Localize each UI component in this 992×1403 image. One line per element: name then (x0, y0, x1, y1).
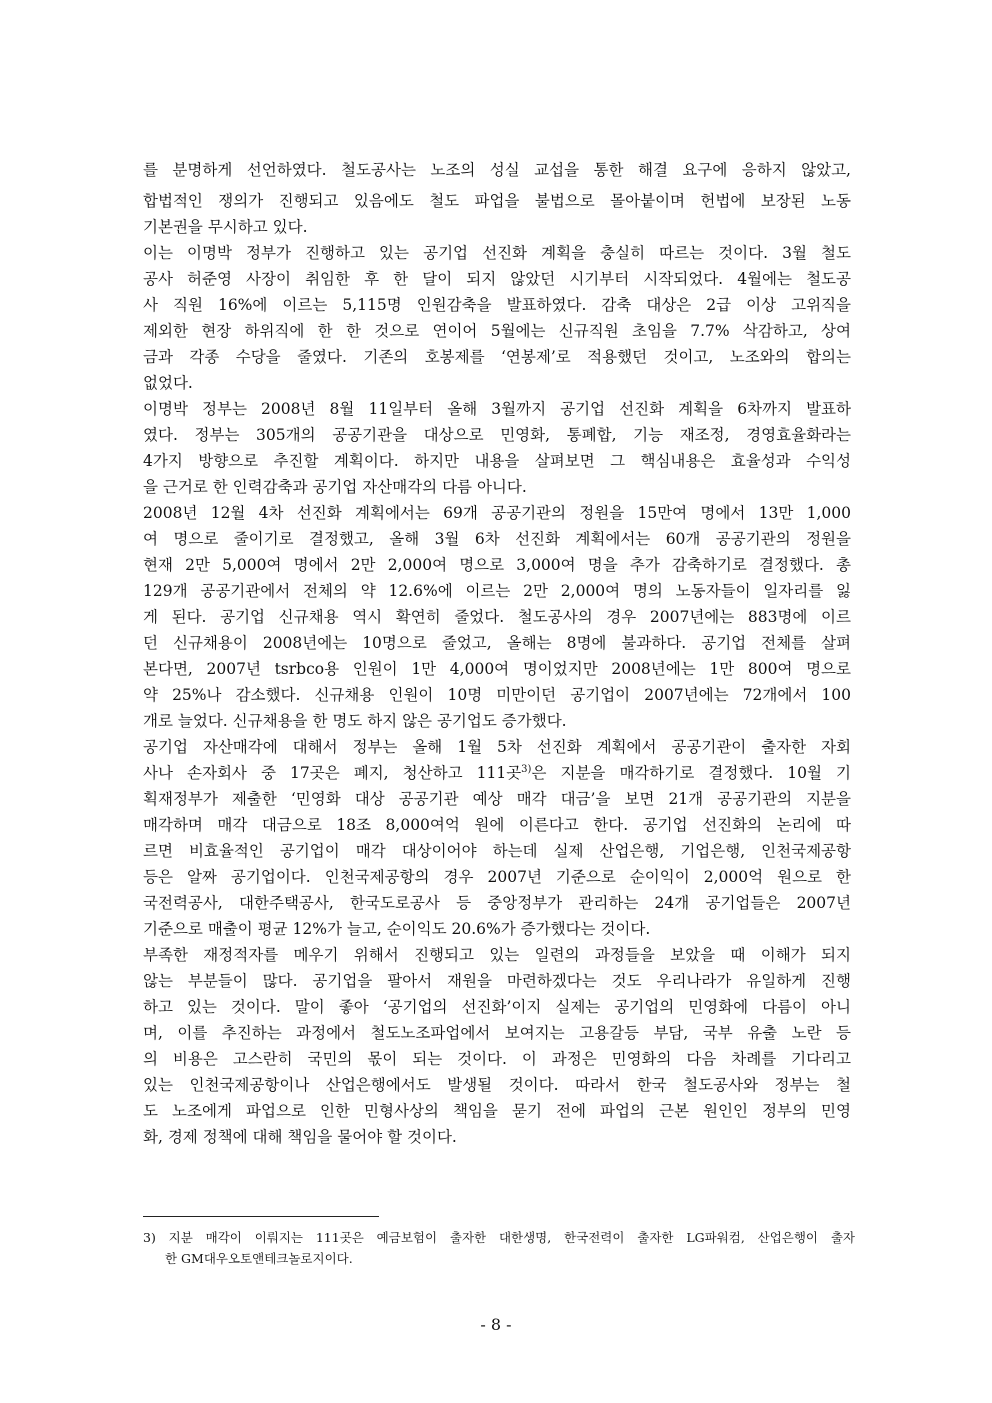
body-line: 국전력공사, 대한주택공사, 한국도로공사 등 중앙정부가 관리하는 24개 공기업들은 2007년 (143, 894, 851, 912)
body-line: 공사 허준영 사장이 취임한 후 한 달이 되지 않았던 시기부터 시작되었다. 4월에는 철도공 (143, 270, 851, 288)
body-line: 하고 있는 것이다. 말이 좋아 ‘공기업의 선진화’이지 실제는 공기업의 민영화에 다름이 아니 (143, 998, 851, 1016)
body-line: 르면 비효율적인 공기업이 매각 대상이어야 하는데 실제 산업은행, 기업은행, 인천국제공항 (143, 842, 851, 860)
body-line: 여 명으로 줄이기로 결정했고, 올해 3월 6차 선진화 계획에서는 60개 공공기관의 정원을 (143, 530, 851, 548)
body-line: 본다면, 2007년 tsrbco용 인원이 1만 4,000여 명이었지만 2008년에는 1만 800여 명으로 (143, 660, 851, 678)
body-line: 공기업 자산매각에 대해서 정부는 올해 1월 5차 선진화 계획에서 공공기관이 출자한 자회 (143, 738, 851, 756)
body-line: 도 노조에게 파업으로 인한 민형사상의 책임을 묻기 전에 파업의 근본 원인인 정부의 민영 (143, 1102, 851, 1120)
body-line: 기본권을 무시하고 있다. (143, 218, 308, 236)
body-line: 을 근거로 한 인력감축과 공기업 자산매각의 다름 아니다. (143, 478, 527, 496)
footnote-separator (143, 1216, 379, 1217)
body-line: 이명박 정부는 2008년 8월 11일부터 올해 3월까지 공기업 선진화 계획을 6차까지 발표하 (143, 400, 851, 418)
body-line: 이는 이명박 정부가 진행하고 있는 공기업 선진화 계획을 충실히 따르는 것이다. 3월 철도 (143, 244, 851, 262)
body-line: 129개 공공기관에서 전체의 약 12.6%에 이르는 2만 2,000여 명의 노동자들이 일자리를 잃 (143, 582, 851, 600)
body-line: 게 된다. 공기업 신규채용 역시 확연히 줄었다. 철도공사의 경우 2007년에는 883명에 이르 (143, 608, 851, 626)
body-line: 화, 경제 정책에 대해 책임을 물어야 할 것이다. (143, 1128, 457, 1146)
body-line: 던 신규채용이 2008년에는 10명으로 줄었고, 올해는 8명에 불과하다. 공기업 전체를 살펴 (143, 634, 851, 652)
body-line: 2008년 12월 4차 선진화 계획에서는 69개 공공기관의 정원을 15만여 명에서 13만 1,000 (143, 504, 851, 522)
body-line: 였다. 정부는 305개의 공공기관을 대상으로 민영화, 통폐합, 기능 재조정, 경영효율화라는 (143, 426, 851, 444)
body-line-with-footnote-ref (143, 760, 851, 786)
footnote-reference[interactable]: 3) (521, 763, 532, 775)
body-line: 있는 인천국제공항이나 산업은행에서도 발생될 것이다. 따라서 한국 철도공사와 정부는 철 (143, 1076, 851, 1094)
body-line: 사 직원 16%에 이르는 5,115명 인원감축을 발표하였다. 감축 대상은 2급 이상 고위직을 (143, 296, 851, 314)
page-number: - 8 - (480, 1315, 512, 1334)
body-line: 개로 늘었다. 신규채용을 한 명도 하지 않은 공기업도 증가했다. (143, 712, 567, 730)
body-line: 등은 알짜 공기업이다. 인천국제공항의 경우 2007년 기준으로 순이익이 2,000억 원으로 한 (143, 868, 851, 886)
body-line: 4가지 방향으로 추진할 계획이다. 하지만 내용을 살펴보면 그 핵심내용은 효율성과 수익성 (143, 452, 851, 470)
body-line: 현재 2만 5,000여 명에서 2만 2,000여 명으로 3,000여 명을 추가 감축하기로 결정했다. 총 (143, 556, 851, 574)
body-line: 제외한 현장 하위직에 한 한 것으로 연이어 5월에는 신규직원 초임을 7.7% 삭감하고, 상여 (143, 322, 851, 340)
body-line: 기준으로 매출이 평균 12%가 늘고, 순이익도 20.6%가 증가했다는 것이다. (143, 920, 651, 938)
body-line: 약 25%나 감소했다. 신규채용 인원이 10명 미만이던 공기업이 2007년에는 72개에서 100 (143, 686, 851, 704)
body-line: 부족한 재정적자를 메우기 위해서 진행되고 있는 일련의 과정들을 보았을 때 이해가 되지 (143, 946, 851, 964)
body-line: 를 분명하게 선언하였다. 철도공사는 노조의 성실 교섭을 통한 해결 요구에 응하지 않았고, (143, 161, 851, 179)
body-line: 금과 각종 수당을 줄였다. 기존의 호봉제를 ‘연봉제’로 적용했던 것이고, 노조와의 합의는 (143, 348, 851, 366)
footnote-text: 3) 지분 매각이 이뤄지는 111곳은 예금보험이 출자한 대한생명, 한국전력이 출자한 LG파워컴, 산업은행이 출자 (143, 1230, 855, 1245)
body-line: 않는 부분들이 많다. 공기업을 팔아서 재원을 마련하겠다는 것도 우리나라가 유일하게 진행 (143, 972, 851, 990)
body-line: 며, 이를 추진하는 과정에서 철도노조파업에서 보여지는 고용갈등 부담, 국부 유출 노란 등 (143, 1024, 851, 1042)
body-line: 의 비용은 고스란히 국민의 몫이 되는 것이다. 이 과정은 민영화의 다음 차례를 기다리고 (143, 1050, 851, 1068)
footnote-text-continued: 한 GM대우오토앤테크놀로지이다. (165, 1251, 353, 1266)
body-line: 획재정부가 제출한 ‘민영화 대상 공공기관 예상 매각 대금’을 보면 21개 공공기관의 지분을 (143, 790, 851, 808)
body-line-tail: 은 지분을 매각하기로 결정했다. 10월 기 (531, 764, 851, 782)
body-line: 합법적인 쟁의가 진행되고 있음에도 철도 파업을 불법으로 몰아붙이며 헌법에 보장된 노동 (143, 192, 851, 210)
body-line-head: 사나 손자회사 중 17곳은 폐지, 청산하고 111곳 (143, 764, 522, 782)
body-line: 매각하며 매각 대금으로 18조 8,000여억 원에 이른다고 한다. 공기업 선진화의 논리에 따 (143, 816, 851, 834)
body-line: 없었다. (143, 374, 193, 392)
